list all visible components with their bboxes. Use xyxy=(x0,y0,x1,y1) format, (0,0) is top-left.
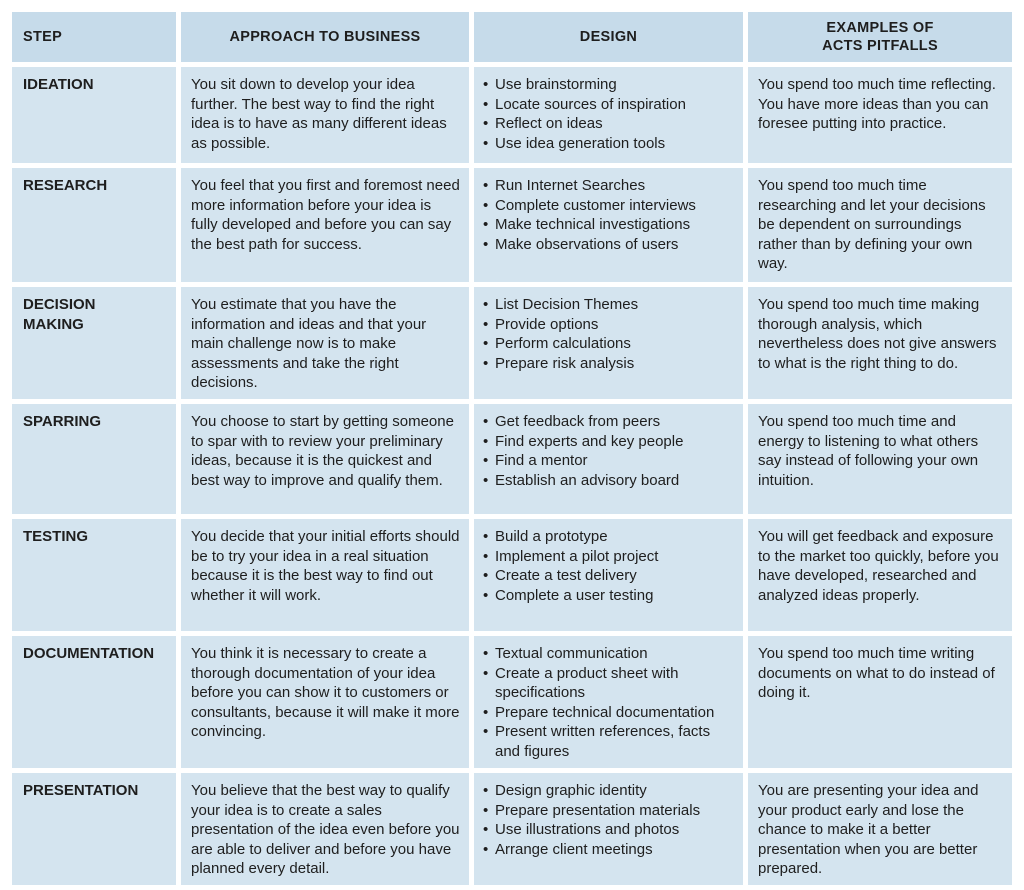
approach-cell: You think it is necessary to create a thorough documentation of your idea before you can show it to customers or consultants, because it will make it more convincing. xyxy=(181,636,469,768)
approach-cell: You choose to start by getting someone to spar with to review your preliminary ideas, because it is the quickest and best way to improve and qualify them. xyxy=(181,404,469,514)
design-list-item: • Implement a pilot project xyxy=(482,547,735,567)
step-cell xyxy=(12,287,176,399)
design-list-item: • Complete customer interviews xyxy=(482,196,735,216)
table-row xyxy=(12,773,1012,885)
design-list-item: • Find a mentor xyxy=(482,451,735,471)
design-list-item: • Use brainstorming xyxy=(482,75,735,95)
design-list-item: • Present written references, facts and figures xyxy=(482,722,735,761)
design-list-item: • Make observations of users xyxy=(482,235,735,255)
pitfalls-cell: You spend too much time and energy to listening to what others say instead of following your own intuition. xyxy=(748,404,1012,514)
design-list-item: • Use illustrations and photos xyxy=(482,820,735,840)
pitfalls-cell: You are presenting your idea and your product early and lose the chance to make it a better presentation when you are better prepared. xyxy=(748,773,1012,885)
design-list xyxy=(482,527,735,605)
table-row xyxy=(12,404,1012,514)
business-approach-table xyxy=(7,7,1017,890)
step-label: DECISION MAKING xyxy=(23,296,96,333)
design-list-item: • Run Internet Searches xyxy=(482,176,735,196)
step-cell: IDEATION xyxy=(12,67,176,163)
header-approach: APPROACH TO BUSINESS xyxy=(181,12,469,62)
pitfalls-cell: You spend too much time reflecting. You have more ideas than you can foresee putting into practice. xyxy=(748,67,1012,163)
approach-cell: You believe that the best way to qualify your idea is to create a sales presentation of the idea even before you are able to deliver and before you have planned every detail. xyxy=(181,773,469,885)
design-list-item: • Prepare risk analysis xyxy=(482,354,735,374)
header-design: DESIGN xyxy=(474,12,743,62)
design-list xyxy=(482,75,735,153)
design-list-item: • Arrange client meetings xyxy=(482,840,735,860)
design-cell xyxy=(474,773,743,885)
design-list-item: • Locate sources of inspiration xyxy=(482,95,735,115)
design-list xyxy=(482,176,735,254)
design-list-item: • Build a prototype xyxy=(482,527,735,547)
approach-cell: You estimate that you have the information and ideas and that your main challenge now is to make assessments and take the right decisions. xyxy=(181,287,469,399)
approach-cell: You sit down to develop your idea further. The best way to find the right idea is to have as many different ideas as possible. xyxy=(181,67,469,163)
step-cell: SPARRING xyxy=(12,404,176,514)
pitfalls-cell: You spend too much time researching and let your decisions be dependent on surroundings rather than by defining your own way. xyxy=(748,168,1012,282)
design-cell xyxy=(474,67,743,163)
pitfalls-cell: You spend too much time writing documents on what to do instead of doing it. xyxy=(748,636,1012,768)
pitfalls-cell: You will get feedback and exposure to the market too quickly, before you have developed, researched and analyzed ideas properly. xyxy=(748,519,1012,631)
header-pitfalls xyxy=(748,12,1012,62)
header-row xyxy=(12,12,1012,62)
approach-cell: You feel that you first and foremost need more information before your idea is fully developed and before you can say the best path for success. xyxy=(181,168,469,282)
design-list-item: • Complete a user testing xyxy=(482,586,735,606)
design-list-item: • Prepare presentation materials xyxy=(482,801,735,821)
design-list xyxy=(482,644,735,761)
table-row xyxy=(12,287,1012,399)
design-list-item: • List Decision Themes xyxy=(482,295,735,315)
step-cell: TESTING xyxy=(12,519,176,631)
design-list-item: • Reflect on ideas xyxy=(482,114,735,134)
design-list-item: • Make technical investigations xyxy=(482,215,735,235)
design-list xyxy=(482,781,735,859)
design-list-item: • Get feedback from peers xyxy=(482,412,735,432)
design-list-item: • Use idea generation tools xyxy=(482,134,735,154)
step-cell: DOCUMENTATION xyxy=(12,636,176,768)
header-pitfalls-label: EXAMPLES OF ACTS PITFALLS xyxy=(822,20,938,54)
step-cell: PRESENTATION xyxy=(12,773,176,885)
pitfalls-cell: You spend too much time making thorough analysis, which nevertheless does not give answers to what is the right thing to do. xyxy=(748,287,1012,399)
design-list xyxy=(482,412,735,490)
design-list-item: • Perform calculations xyxy=(482,334,735,354)
design-list-item: • Provide options xyxy=(482,315,735,335)
design-list-item: • Create a product sheet with specifications xyxy=(482,664,735,703)
header-step: STEP xyxy=(12,12,176,62)
design-list-item: • Textual communication xyxy=(482,644,735,664)
design-cell xyxy=(474,168,743,282)
design-cell xyxy=(474,636,743,768)
design-cell xyxy=(474,519,743,631)
design-list-item: • Prepare technical documentation xyxy=(482,703,735,723)
design-cell xyxy=(474,287,743,399)
design-list xyxy=(482,295,735,373)
step-cell: RESEARCH xyxy=(12,168,176,282)
design-cell xyxy=(474,404,743,514)
table-row xyxy=(12,519,1012,631)
design-list-item: • Create a test delivery xyxy=(482,566,735,586)
table-row xyxy=(12,168,1012,282)
table-row xyxy=(12,67,1012,163)
design-list-item: • Establish an advisory board xyxy=(482,471,735,491)
design-list-item: • Find experts and key people xyxy=(482,432,735,452)
design-list-item: • Design graphic identity xyxy=(482,781,735,801)
table-row xyxy=(12,636,1012,768)
approach-cell: You decide that your initial efforts should be to try your idea in a real situation because it is the best way to find out whether it will work. xyxy=(181,519,469,631)
